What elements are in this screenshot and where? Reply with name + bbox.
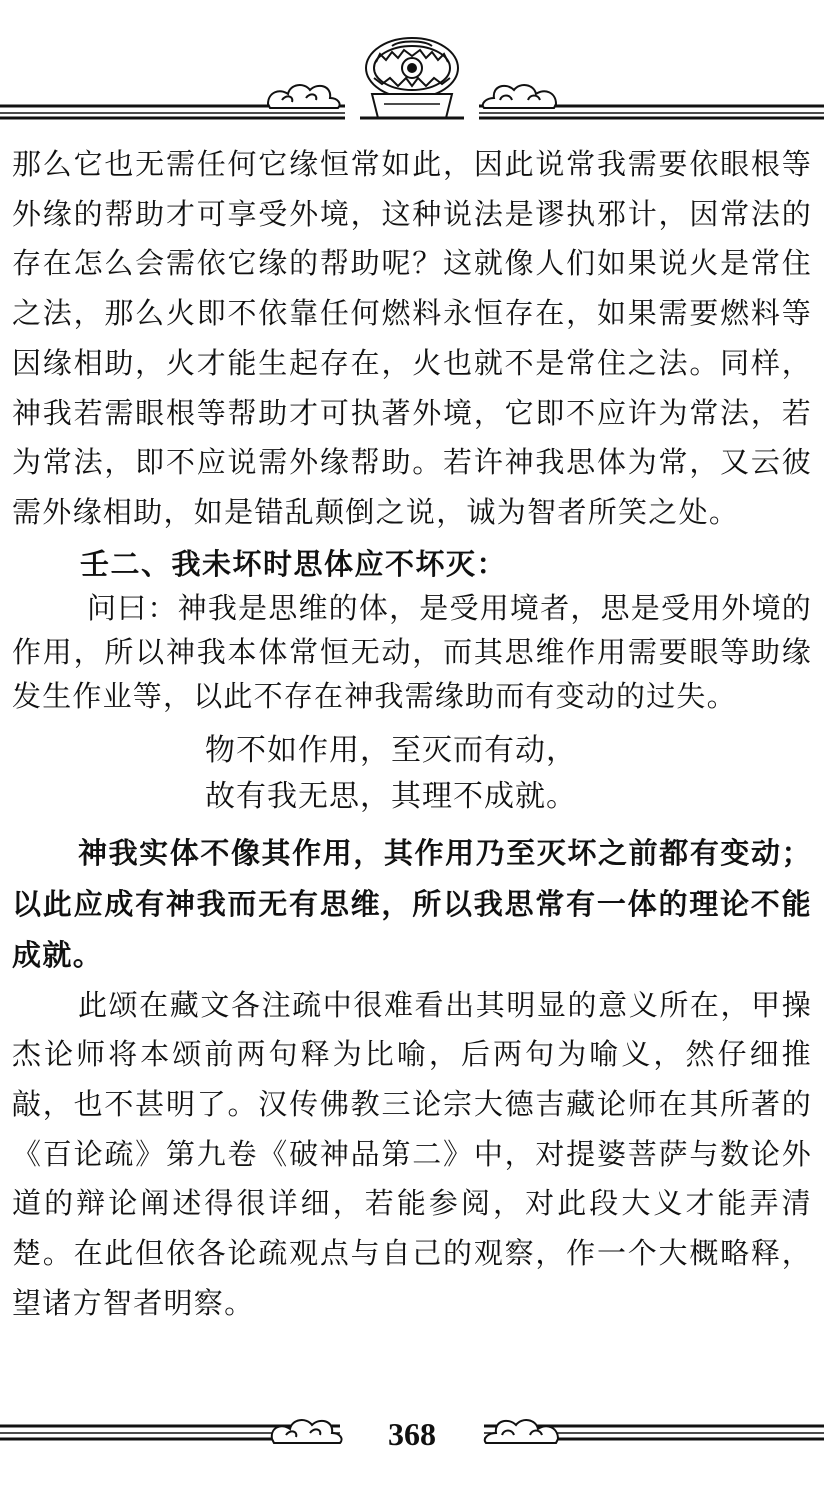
cloud-scroll-icon — [483, 85, 556, 108]
header-border — [0, 0, 824, 130]
page-content — [12, 140, 812, 1329]
page-number: 368 — [388, 1416, 436, 1452]
question-paragraph: 问曰：神我是思维的体，是受用境者，思是受用外境的作用，所以神我本体常恒无动，而其思维作用需要眼等助缘发生作业等，以此不存在神我需缘助而有变动的过失。 — [12, 590, 812, 713]
commentary-paragraph: 此颂在藏文各注疏中很难看出其明显的意义所在，甲操杰论师将本颂前两句释为比喻，后两句为喻义，然仔细推敲，也不甚明了。汉传佛教三论宗大德吉藏论师在其所著的《百论疏》第九卷《破神品第二》中，对提婆菩萨与数论外道的辩论阐述得很详细，若能参阅，对此段大义才能弄清楚。在此但依各论疏观点与自己的观察，作一个大概略释，望诸方智者明察。 — [12, 987, 812, 1320]
lotus-bowl-icon — [360, 38, 464, 118]
section-heading: 壬二、我未坏时思体应不坏灭： — [80, 546, 508, 581]
verse — [205, 728, 812, 820]
page-header-ornament — [0, 0, 824, 130]
body-paragraph: 那么它也无需任何它缘恒常如此，因此说常我需要依眼根等外缘的帮助才可享受外境，这种说法是谬执邪计，因常法的存在怎么会需依它缘的帮助呢？这就像人们如果说火是常住之法，那么火即不依靠任何燃料永恒存在，如果需要燃料等因缘相助，火才能生起存在，火也就不是常住之法。同样，神我若需眼根等帮助才可执著外境，它即不应许为常法，若为常法，即不应说需外缘帮助。若许神我思体为常，又云彼需外缘相助，如是错乱颠倒之说，诚为智者所笑之处。 — [12, 147, 812, 529]
cloud-scroll-icon — [268, 85, 340, 108]
page-footer — [0, 1405, 824, 1475]
verse-line: 故有我无思，其理不成就。 — [205, 778, 577, 814]
verse-explanation: 神我实体不像其作用，其作用乃至灭坏之前都有变动；以此应成有神我而无有思维，所以我思常有一体的理论不能成就。 — [12, 835, 812, 972]
verse-line: 物不如作用，至灭而有动， — [205, 732, 577, 768]
cloud-scroll-icon — [272, 1420, 342, 1443]
cloud-scroll-icon — [485, 1420, 558, 1443]
